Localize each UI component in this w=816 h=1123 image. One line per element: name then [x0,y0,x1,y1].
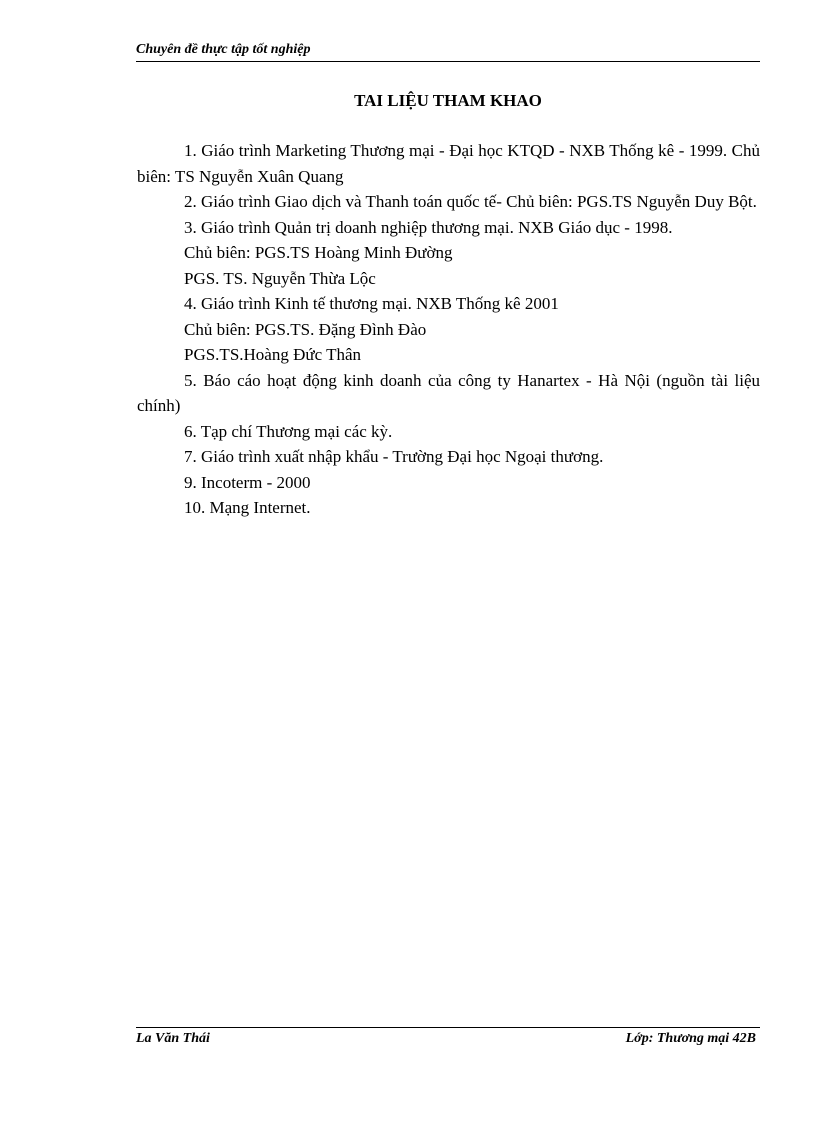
reference-item-1: 1. Giáo trình Marketing Thương mại - Đại học KTQD - NXB Thống kê - 1999. Chủ biên: TS Nguyễn Xuân Quang [137,141,760,186]
footer-author: La Văn Thái [136,1031,210,1046]
header-title: Chuyên đề thực tập tốt nghiệp [136,42,311,57]
page-header [136,41,760,59]
footer-class: Lớp: Thương mại 42B [625,1031,756,1046]
page-title: TAI LIỆU THAM KHAO [354,91,542,110]
reference-item-10: 10. Mạng Internet. [184,498,311,517]
reference-item-7: 7. Giáo trình xuất nhập khẩu - Trường Đại học Ngoại thương. [184,447,604,466]
reference-item-6: 6. Tạp chí Thương mại các kỳ. [184,421,393,441]
reference-item-2: 2. Giáo trình Giao dịch và Thanh toán quốc tế- Chủ biên: PGS.TS Nguyễn Duy Bột. [184,192,757,211]
reference-item-9: 9. Incoterm - 2000 [184,472,311,492]
header-divider [136,61,760,62]
reference-item-4-coeditor: PGS.TS.Hoàng Đức Thân [184,345,362,364]
reference-item-4: 4. Giáo trình Kinh tế thương mại. NXB Thống kê 2001 [184,294,559,313]
reference-item-4-editor: Chủ biên: PGS.TS. Đặng Đình Đào [184,319,427,339]
reference-item-5: 5. Báo cáo hoạt động kinh doanh của công ty Hanartex - Hà Nội (nguồn tài liệu chính) [137,370,760,415]
page-footer [136,1030,756,1048]
reference-item-3-editor: Chủ biên: PGS.TS Hoàng Minh Đường [184,243,453,262]
reference-item-3-coeditor: PGS. TS. Nguyễn Thừa Lộc [184,268,376,288]
footer-divider [136,1027,760,1028]
reference-list [137,138,760,521]
reference-item-3: 3. Giáo trình Quản trị doanh nghiệp thương mại. NXB Giáo dục - 1998. [184,217,673,237]
